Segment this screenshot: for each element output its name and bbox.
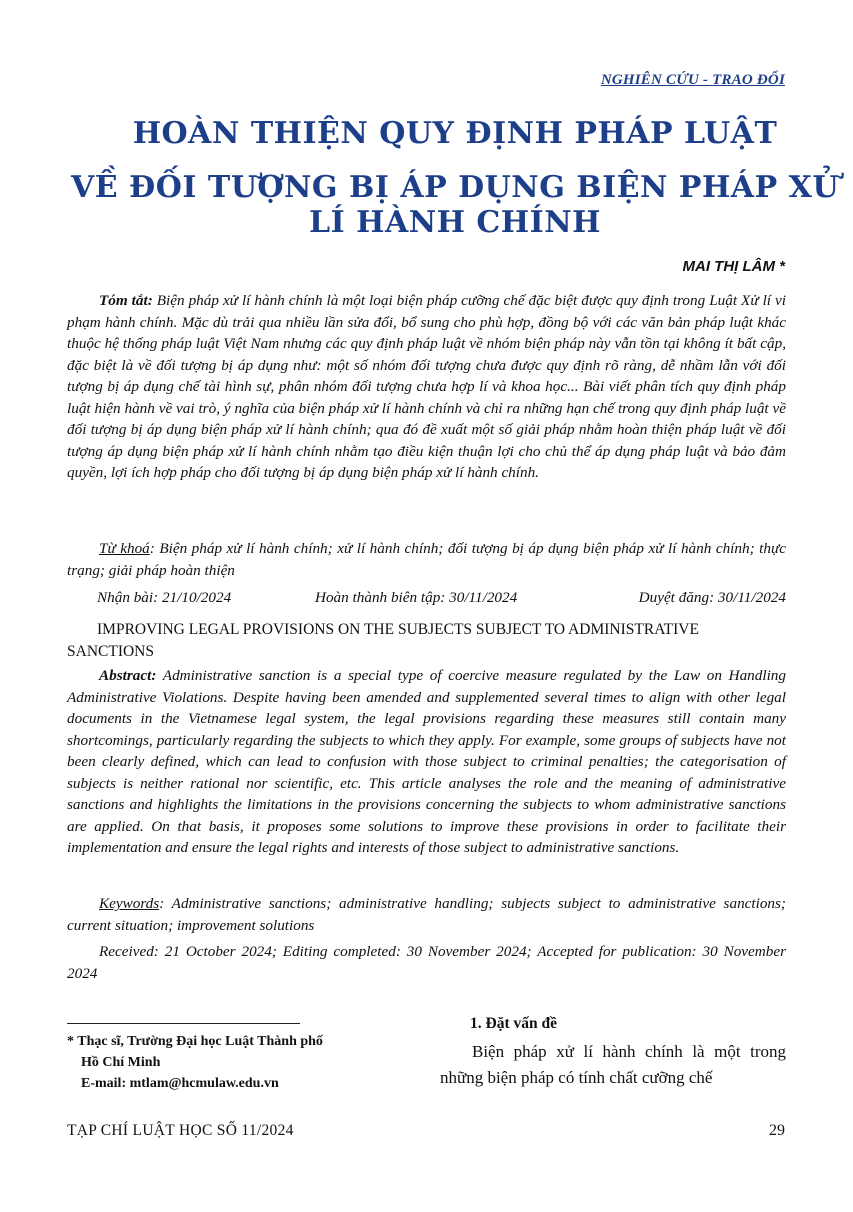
received-date: Nhận bài: 21/10/2024 <box>97 589 232 606</box>
keywords-english <box>67 893 786 936</box>
section-body-text: Biện pháp xử lí hành chính là một trong những biện pháp có tính chất cưỡng chế <box>440 1042 786 1087</box>
footnote-email: E-mail: mtlam@hcmulaw.edu.vn <box>81 1076 279 1091</box>
page-number: 29 <box>769 1122 785 1139</box>
article-title-line-1: HOÀN THIỆN QUY ĐỊNH PHÁP LUẬT <box>132 116 778 151</box>
abstract-vi-label: Tóm tắt: <box>99 292 153 309</box>
dates-english: Received: 21 October 2024; Editing completed: 30 November 2024; Accepted for publication: 30 November 2024 <box>67 943 786 982</box>
footnote-divider <box>67 1023 300 1024</box>
author-name: MAI THỊ LÂM * <box>682 258 785 275</box>
abstract-vietnamese <box>67 290 786 484</box>
keywords-en-label: Keywords <box>99 895 160 912</box>
section-label: NGHIÊN CỨU - TRAO ĐỔI <box>600 72 785 88</box>
journal-footer: TẠP CHÍ LUẬT HỌC SỐ 11/2024 <box>67 1122 294 1139</box>
english-title: IMPROVING LEGAL PROVISIONS ON THE SUBJECTS SUBJECT TO ADMINISTRATIVE SANCTIONS <box>67 621 699 660</box>
footnote-affiliation: * Thạc sĩ, Trường Đại học Luật Thành phố <box>67 1034 323 1049</box>
keywords-vi-label: Từ khoá <box>99 540 150 557</box>
section-heading: 1. Đặt vấn đề <box>470 1015 557 1032</box>
footnote-affiliation-cont: Hồ Chí Minh <box>81 1055 161 1070</box>
article-title-line-2: VỀ ĐỐI TƯỢNG BỊ ÁP DỤNG BIỆN PHÁP XỬ LÍ HÀNH CHÍNH <box>70 170 840 240</box>
keywords-en-text: : Administrative sanctions; administrative handling; subjects subject to administrative sanctions; current situation; improvement solutions <box>67 895 786 934</box>
keywords-vietnamese <box>67 538 786 581</box>
keywords-vi-text: : Biện pháp xử lí hành chính; xử lí hành chính; đối tượng bị áp dụng biện pháp xử lí hành chính; thực trạng; giải pháp hoàn thiện <box>67 540 786 579</box>
editing-date: Hoàn thành biên tập: 30/11/2024 <box>315 589 518 606</box>
abstract-en-text: Administrative sanction is a special type of coercive measure regulated by the Law on Handling Administrative Violations. Despite having been amended and supplemented several times to align with other legal documents in the Vietnamese legal system, the legal provisions regarding these measures still contain many shortcomings, particularly regarding the subjects to which they apply. For example, some groups of subjects have not been clearly defined, which can lead to confusion with those subject to criminal penalties; the categorisation of subjects is neither rational nor scientific, etc. This article analyses the role and the meaning of administrative sanctions and highlights the limitations in the provisions concerning the subjects to whom administrative sanctions are applied. On that basis, it proposes some solutions to improve these provisions in order to facilitate their implementation and ensure the legal rights and interests of those subject to administrative sanctions. <box>67 667 786 856</box>
abstract-vi-text: Biện pháp xử lí hành chính là một loại biện pháp cưỡng chế đặc biệt được quy định trong Luật Xử lí vi phạm hành chính. Mặc dù trải qua nhiều lần sửa đổi, bổ sung cho phù hợp, đồng bộ với các văn bản pháp luật khác thuộc hệ thống pháp luật Việt Nam nhưng các quy định pháp luật về nhóm biện pháp này vẫn tồn tại không ít bất cập, đặc biệt là về đối tượng bị áp dụng như: một số nhóm đối tượng chưa được quy định rõ ràng, dễ nhầm lẫn với đối tượng bị áp dụng chế tài hình sự, phân nhóm đối tượng chưa hợp lí và khoa học... Bài viết phân tích quy định pháp luật hiện hành về vai trò, ý nghĩa của biện pháp xử lí hành chính và chỉ ra những hạn chế trong quy định pháp luật về đối tượng bị áp dụng biện pháp xử lí hành chính; qua đó đề xuất một số giải pháp nhằm hoàn thiện pháp luật về đối tượng áp dụng biện pháp xử lí hành chính nhằm tạo điều kiện thuận lợi cho chủ thể áp dụng pháp luật và bảo đảm quyền, lợi ích hợp pháp cho đối tượng bị áp dụng biện pháp xử lí hành chính. <box>67 292 786 481</box>
abstract-english <box>67 665 786 859</box>
author-footnote <box>67 1031 407 1094</box>
abstract-en-label: Abstract: <box>99 667 157 684</box>
accepted-date: Duyệt đăng: 30/11/2024 <box>638 589 786 606</box>
